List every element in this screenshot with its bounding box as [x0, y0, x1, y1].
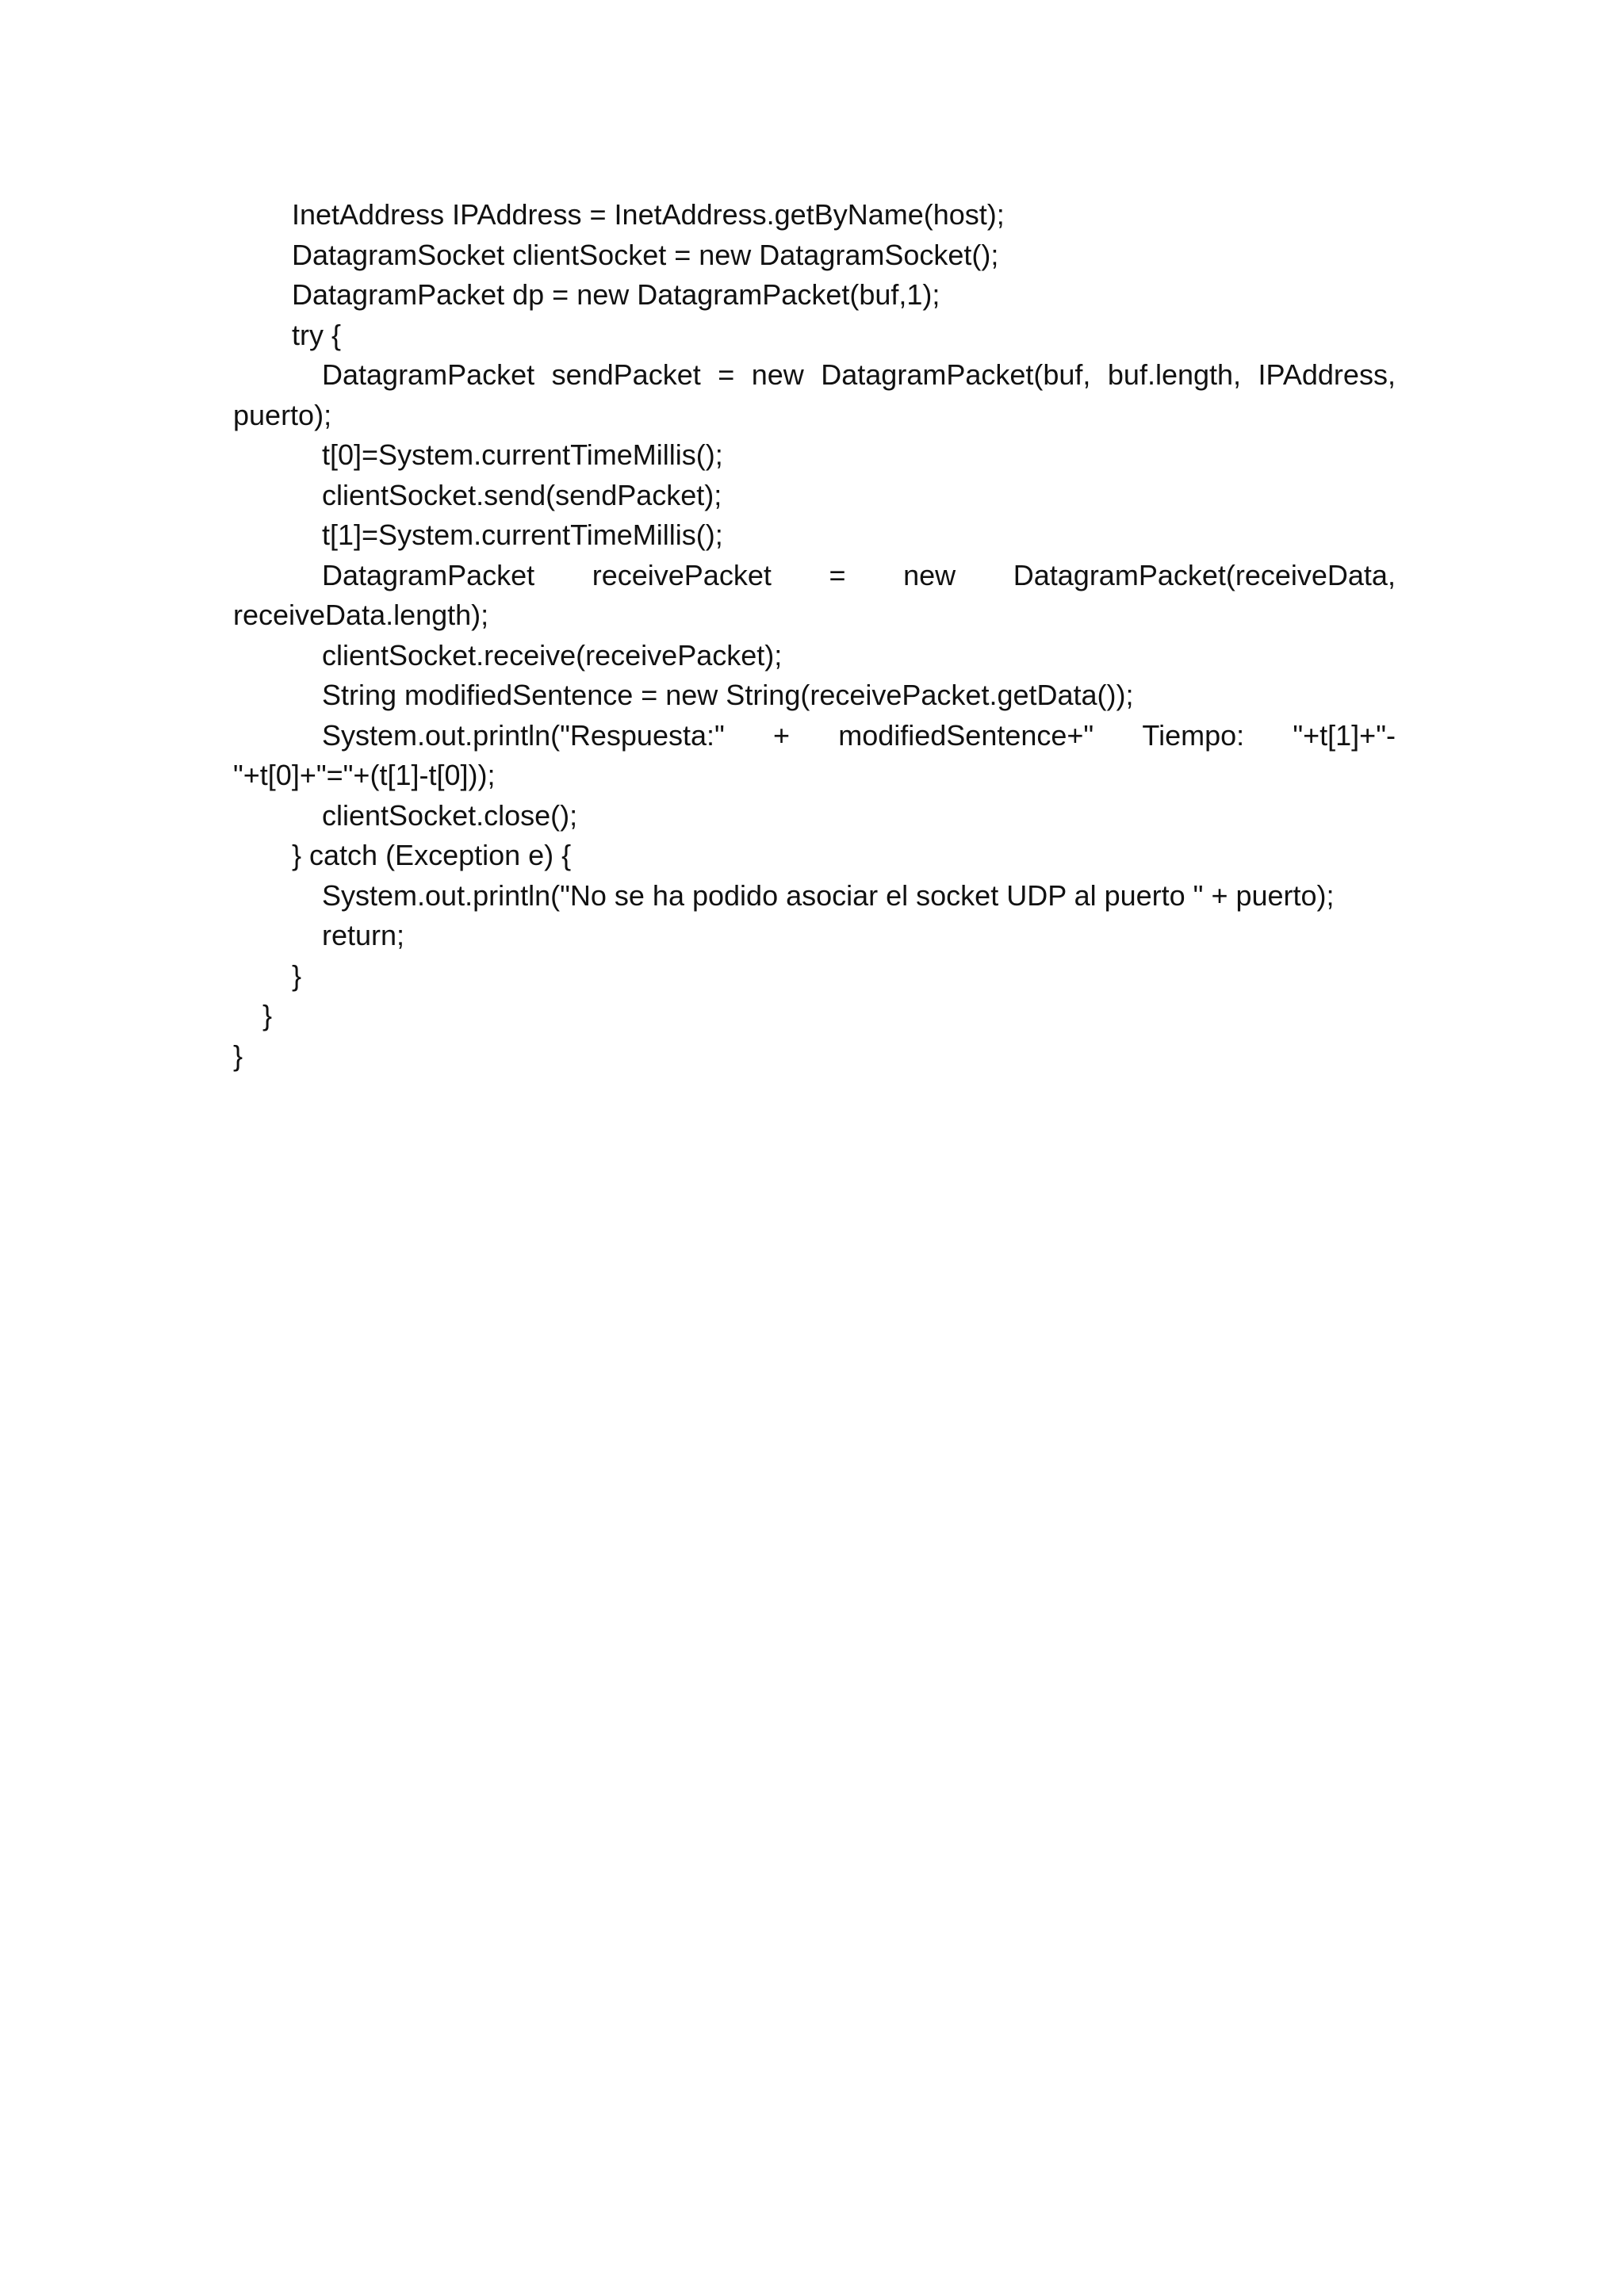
code-line: }	[262, 999, 273, 1031]
code-token: buf.length,	[1107, 358, 1242, 391]
code-token: DatagramPacket(buf,	[821, 358, 1091, 391]
code-line: DatagramPacket dp = new DatagramPacket(buf,1);	[292, 278, 940, 311]
code-line: DatagramSocket clientSocket = new DatagramSocket();	[292, 238, 999, 271]
code-line: receiveData.length);	[233, 599, 489, 631]
code-block	[233, 195, 1396, 1076]
code-line: try {	[292, 318, 342, 351]
code-token: DatagramPacket(receiveData,	[1013, 558, 1396, 591]
code-token: +	[772, 718, 791, 752]
code-line: InetAddress IPAddress = InetAddress.getByName(host);	[292, 198, 1005, 231]
code-line: clientSocket.receive(receivePacket);	[322, 638, 783, 672]
code-token: IPAddress,	[1258, 358, 1396, 391]
code-line-justified	[233, 716, 1396, 756]
code-token: new	[903, 558, 956, 591]
code-line: }	[292, 959, 302, 992]
code-line: puerto);	[233, 398, 332, 431]
code-line: t[1]=System.currentTimeMillis();	[322, 519, 723, 551]
code-token: "+t[1]+"-	[1293, 718, 1396, 752]
code-line: "+t[0]+"="+(t[1]-t[0]));	[233, 759, 496, 791]
code-token: =	[718, 358, 735, 391]
code-token: modifiedSentence+"	[838, 718, 1094, 752]
code-line: t[0]=System.currentTimeMillis();	[322, 438, 723, 471]
code-token: new	[751, 358, 804, 391]
code-line: return;	[322, 919, 405, 951]
code-line: System.out.println("No se ha podido asociar el socket UDP al puerto " + puerto);	[322, 878, 1335, 912]
code-line-justified	[233, 355, 1396, 396]
code-line-justified	[233, 556, 1396, 596]
code-token: =	[829, 558, 846, 591]
code-line: String modifiedSentence = new String(receivePacket.getData());	[322, 679, 1134, 711]
code-line: } catch (Exception e) {	[292, 839, 572, 871]
code-token: receivePacket	[592, 558, 772, 591]
code-line: }	[233, 1039, 243, 1072]
code-token: Tiempo:	[1142, 718, 1245, 752]
code-token: sendPacket	[551, 358, 701, 391]
code-token: System.out.println("Respuesta:"	[322, 718, 725, 752]
code-token: DatagramPacket	[322, 558, 535, 591]
code-token: DatagramPacket	[322, 358, 535, 391]
code-line: clientSocket.close();	[322, 798, 578, 832]
code-line: clientSocket.send(sendPacket);	[322, 478, 722, 511]
